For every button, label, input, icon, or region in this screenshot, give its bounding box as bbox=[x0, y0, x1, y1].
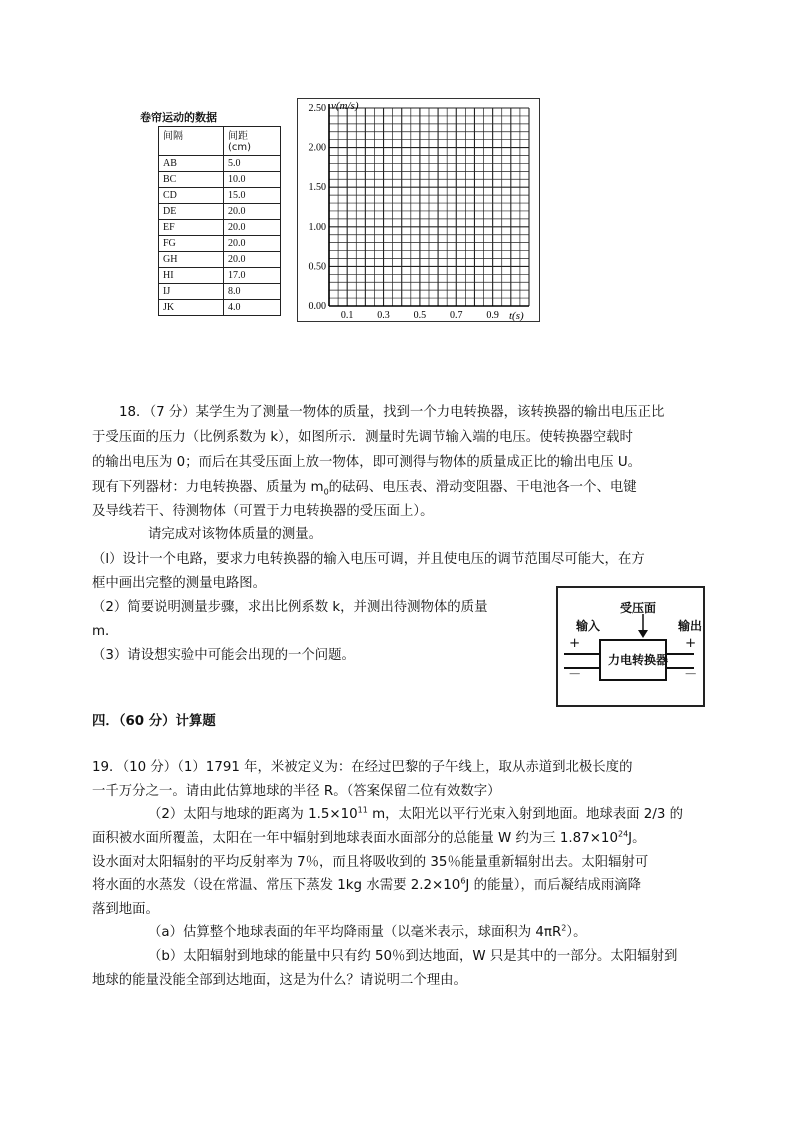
motion-data-table bbox=[158, 126, 281, 316]
interval-cell: HI bbox=[159, 268, 224, 284]
distance-cell: 4.0 bbox=[224, 300, 281, 316]
table-row bbox=[159, 236, 281, 252]
q18-line5: 及导线若干、待测物体（可置于力电转换器的受压面上）。 bbox=[92, 504, 434, 519]
q18-line1: 18．（7 分）某学生为了测量一物体的质量，找到一个力电转换器，该转换器的输出电压正比 bbox=[119, 405, 665, 420]
q19-line9: （b）太阳辐射到地球的能量中只有约 50％到达地面，W 只是其中的一部分。太阳辐射到 bbox=[148, 949, 678, 964]
y-axis-label: v(m/s) bbox=[331, 100, 359, 112]
q19-line1: 19．（10 分）（1）1791 年，米被定义为：在经过巴黎的子午线上，取从赤道到北极长度的 bbox=[92, 760, 633, 775]
table-title: 卷帘运动的数据 bbox=[140, 111, 217, 124]
q18-line10: m． bbox=[92, 624, 119, 639]
table-row bbox=[159, 284, 281, 300]
table-row bbox=[159, 188, 281, 204]
distance-cell: 15.0 bbox=[224, 188, 281, 204]
distance-cell: 10.0 bbox=[224, 172, 281, 188]
header-distance: 间距 (cm) bbox=[224, 127, 281, 156]
q18-line9: （2）简要说明测量步骤，求出比例系数 k，并测出待测物体的质量 bbox=[92, 600, 488, 615]
velocity-time-graph bbox=[297, 98, 540, 322]
input-label: 输入 bbox=[576, 619, 601, 633]
y-tick-label: 0.50 bbox=[308, 261, 326, 273]
interval-cell: DE bbox=[159, 204, 224, 220]
x-tick-label: 0.3 bbox=[377, 310, 390, 321]
output-label: 输出 bbox=[678, 619, 703, 633]
table-row bbox=[159, 156, 281, 172]
y-tick-label: 2.50 bbox=[308, 103, 326, 114]
q19-line4: 面积被水面所覆盖，太阳在一年中辐射到地球表面水面部分的总能量 W 约为三 $1.87\times 10^{24}J$。 bbox=[92, 829, 646, 846]
table-header-row bbox=[159, 127, 281, 156]
distance-cell: 8.0 bbox=[224, 284, 281, 300]
q19-line10: 地球的能量没能全部到达地面，这是为什么？请说明二个理由。 bbox=[92, 973, 467, 988]
q18-line7: （l）设计一个电路，要求力电转换器的输入电压可调，并且使电压的调节范围尽可能大，在方 bbox=[92, 552, 645, 567]
interval-cell: JK bbox=[159, 300, 224, 316]
pressure-face-label: 受压面 bbox=[620, 601, 657, 615]
y-tick-label: 0.00 bbox=[308, 301, 326, 312]
distance-cell: 20.0 bbox=[224, 236, 281, 252]
table-row bbox=[159, 220, 281, 236]
y-tick-label: 2.00 bbox=[308, 142, 326, 154]
q18-line6: 请完成对该物体质量的测量。 bbox=[148, 527, 323, 542]
q19-line7: 落到地面。 bbox=[92, 902, 159, 917]
table-row bbox=[159, 268, 281, 284]
q18-line11: （3）请设想实验中可能会出现的一个问题。 bbox=[92, 648, 355, 663]
interval-cell: AB bbox=[159, 156, 224, 172]
y-tick-label: 1.50 bbox=[308, 182, 326, 194]
table-row bbox=[159, 252, 281, 268]
y-tick-label: 1.00 bbox=[308, 221, 326, 233]
interval-cell: GH bbox=[159, 252, 224, 268]
table-row bbox=[159, 300, 281, 316]
q18-line2: 于受压面的压力（比例系数为 k），如图所示．测量时先调节输入端的电压。使转换器空载时 bbox=[92, 430, 633, 445]
header-interval: 间隔 bbox=[159, 127, 224, 156]
interval-cell: IJ bbox=[159, 284, 224, 300]
interval-cell: EF bbox=[159, 220, 224, 236]
q19-line5: 设水面对太阳辐射的平均反射率为 7％，而且将吸收到的 35％能量重新辐射出去。太阳辐射可 bbox=[92, 855, 649, 870]
table-row bbox=[159, 172, 281, 188]
x-tick-label: 0.9 bbox=[486, 310, 499, 321]
table-row bbox=[159, 204, 281, 220]
q18-line4: 现有下列器材：力电转换器、质量为 $m_0$的砝码、电压表、滑动变阻器、干电池各一个、电键 bbox=[92, 480, 637, 497]
q19-line3: （2）太阳与地球的距离为 $1.5\times 10^{11}$ m，太阳光以平行光束入射到地面。地球表面 2/3 的 bbox=[148, 805, 684, 822]
distance-cell: 5.0 bbox=[224, 156, 281, 172]
x-axis-label: t(s) bbox=[509, 310, 524, 322]
x-tick-label: 0.1 bbox=[340, 310, 354, 321]
q18-line3: 的输出电压为 0；而后在其受压面上放一物体，即可测得与物体的质量成正比的输出电压 U。 bbox=[92, 455, 642, 470]
x-tick-label: 0.5 bbox=[413, 310, 427, 321]
q19-line8: （a）估算整个地球表面的年平均降雨量（以毫米表示，球面积为 $4\pi R^2$）。 bbox=[148, 923, 587, 940]
q18-line8: 框中画出完整的测量电路图。 bbox=[92, 576, 267, 591]
distance-cell: 20.0 bbox=[224, 252, 281, 268]
output-plus: + bbox=[685, 636, 697, 651]
x-tick-label: 0.7 bbox=[450, 310, 463, 321]
output-minus: － bbox=[684, 668, 698, 683]
interval-cell: BC bbox=[159, 172, 224, 188]
q19-line2: 一千万分之一。请由此估算地球的半径 R。（答案保留二位有效数字） bbox=[92, 784, 501, 799]
interval-cell: FG bbox=[159, 236, 224, 252]
q19-line6: 将水面的水蒸发（设在常温、常压下蒸发 1kg 水需要 $2.2\times 10^6J$ 的能量），而后凝结成雨滴降 bbox=[92, 876, 641, 893]
section-title: 四．（60 分）计算题 bbox=[92, 714, 216, 729]
interval-cell: CD bbox=[159, 188, 224, 204]
distance-cell: 20.0 bbox=[224, 220, 281, 236]
distance-cell: 20.0 bbox=[224, 204, 281, 220]
distance-cell: 17.0 bbox=[224, 268, 281, 284]
input-minus: － bbox=[568, 668, 582, 683]
input-plus: + bbox=[569, 636, 581, 651]
device-label: 力电转换器 bbox=[608, 653, 669, 667]
